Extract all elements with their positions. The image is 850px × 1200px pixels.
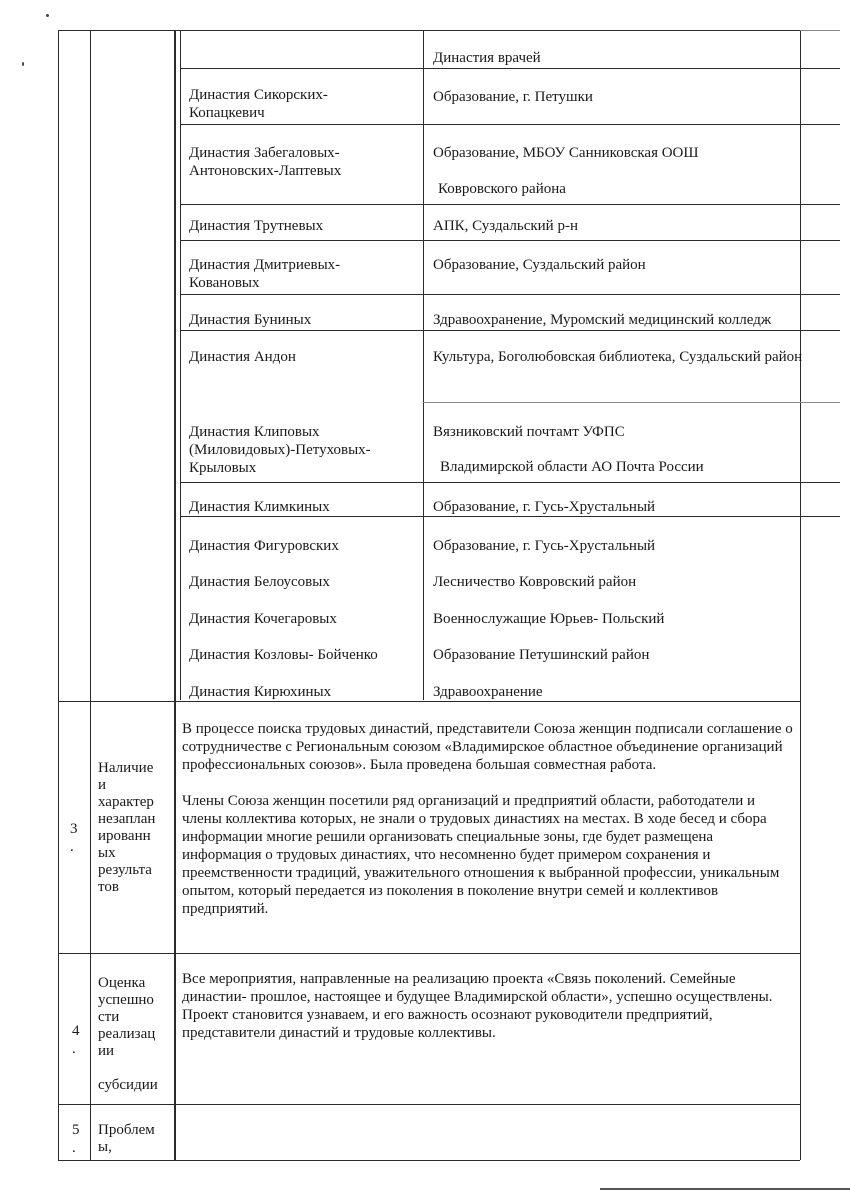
row-description — [182, 720, 794, 936]
dynasty-name: Династия Козловы- Бойченко — [189, 647, 378, 663]
dynasty-row-divider — [180, 482, 840, 483]
dynasty-name: Династия Клиповых (Миловидовых)-Петуховых- Крыловых — [189, 424, 371, 476]
dynasty-row-divider — [180, 124, 840, 125]
table-top-border — [58, 30, 800, 31]
dynasty-row-divider — [180, 294, 840, 295]
scan-speck — [46, 14, 49, 17]
table-top-right-stub — [800, 30, 840, 31]
dynasty-sector-continued: Ковровского района — [438, 181, 566, 197]
dynasty-name: Династия Забегаловых- Антоновских-Лаптевых — [189, 145, 342, 179]
dynasty-sector: АПК, Суздальский р-н — [433, 218, 578, 234]
dynasty-sector: Здравоохранение, Муромский медицинский колледж — [433, 312, 772, 328]
dynasty-name: Династия Кирюхиных — [189, 684, 332, 700]
dynasty-sector: Военнослужащие Юрьев- Польский — [433, 611, 665, 627]
dynasty-sector-continued: Владимирской области АО Почта России — [440, 459, 704, 475]
dynasty-row-divider — [180, 240, 840, 241]
description-paragraph: Все мероприятия, направленные на реализацию проекта «Связь поколений. Семейные династии- прошлое, настоящее и будущее Владимирской области», успешно осуществлены. Проект становится узнаваем, и его важность осознают руководители предприятий, представители династий и трудовые коллективы. — [182, 971, 773, 1041]
dynasty-name: Династия Белоусовых — [189, 574, 330, 590]
dynasty-sector: Вязниковский почтамт УФПС — [433, 424, 625, 440]
dynasty-name: Династия Трутневых — [189, 218, 324, 234]
dynasty-sector: Лесничество Ковровский район — [433, 574, 637, 590]
dynasty-sector: Здравоохранение — [433, 684, 543, 700]
dynasty-row-divider — [423, 402, 840, 403]
dynasty-sector: Культура, Боголюбовская библиотека, Суздальский район — [433, 349, 803, 365]
row-5-top-border — [58, 1104, 800, 1105]
dynasty-row-divider — [180, 204, 840, 205]
dynasty-sector: Образование, Суздальский район — [433, 257, 646, 273]
row-number: 4 . — [72, 1023, 80, 1057]
dynasty-name: Династия Сикорских- Копацкевич — [189, 87, 328, 121]
dynasty-row-divider — [180, 516, 840, 517]
row-3-top-border — [58, 701, 800, 702]
row-label: Оценка успешно сти реализац ии субсидии — [98, 975, 158, 1093]
row-4-top-border — [58, 953, 800, 954]
dynasty-name: Династия Климкиных — [189, 499, 330, 515]
row-number: 3 . — [70, 821, 78, 855]
scan-speck — [22, 62, 24, 66]
dynasty-sector: Династия врачей — [433, 50, 541, 66]
table-inner-left-border — [180, 30, 181, 700]
table-inner-divider — [423, 30, 424, 700]
row-description — [182, 970, 794, 1060]
table-col-label-divider — [174, 30, 176, 1160]
table-inner-right-border — [800, 30, 801, 1160]
dynasty-name: Династия Буниных — [189, 312, 312, 328]
dynasty-sector: Образование, МБОУ Санниковская ООШ — [433, 145, 699, 161]
scan-edge-line — [600, 1188, 850, 1190]
dynasty-sector: Образование Петушинский район — [433, 647, 650, 663]
dynasty-sector: Образование, г. Петушки — [433, 89, 593, 105]
description-paragraph: В процессе поиска трудовых династий, представители Союза женщин подписали соглашение о сотрудничестве с Региональным союзом «Владимирское областное объединение организаций профессиональных союзов». Была проведена большая совместная работа. — [182, 721, 793, 773]
dynasty-name: Династия Дмитриевых- Ковановых — [189, 257, 341, 291]
table-bottom-border — [58, 1160, 800, 1161]
dynasty-name: Династия Фигуровских — [189, 538, 339, 554]
row-label: Проблем ы, — [98, 1122, 155, 1155]
dynasty-name: Династия Кочегаровых — [189, 611, 337, 627]
table-col-num-divider — [90, 30, 91, 1160]
dynasty-row-divider — [180, 330, 840, 331]
dynasty-row-divider — [180, 68, 840, 69]
table-border-left — [58, 30, 59, 1160]
row-number: 5 . — [72, 1122, 80, 1156]
dynasty-sector: Образование, г. Гусь-Хрустальный — [433, 499, 656, 515]
dynasty-name: Династия Андон — [189, 349, 296, 365]
description-paragraph: Члены Союза женщин посетили ряд организаций и предприятий области, работодатели и члены коллектива которых, не знали о трудовых династиях на местах. В ходе бесед и сбора информации многие решили организовать специальные зоны, где будет размещена информация о трудовых династиях, что несомненно будет примером сохранения и преемственности традиций, уважительного отношения к выбранной профессии, уникальным опытом, который передается из поколения в поколение внутри семей и коллективов предприятий. — [182, 793, 780, 917]
dynasty-sector: Образование, г. Гусь-Хрустальный — [433, 538, 656, 554]
row-label: Наличие и характер незаплан ированн ых результа тов — [98, 760, 156, 895]
